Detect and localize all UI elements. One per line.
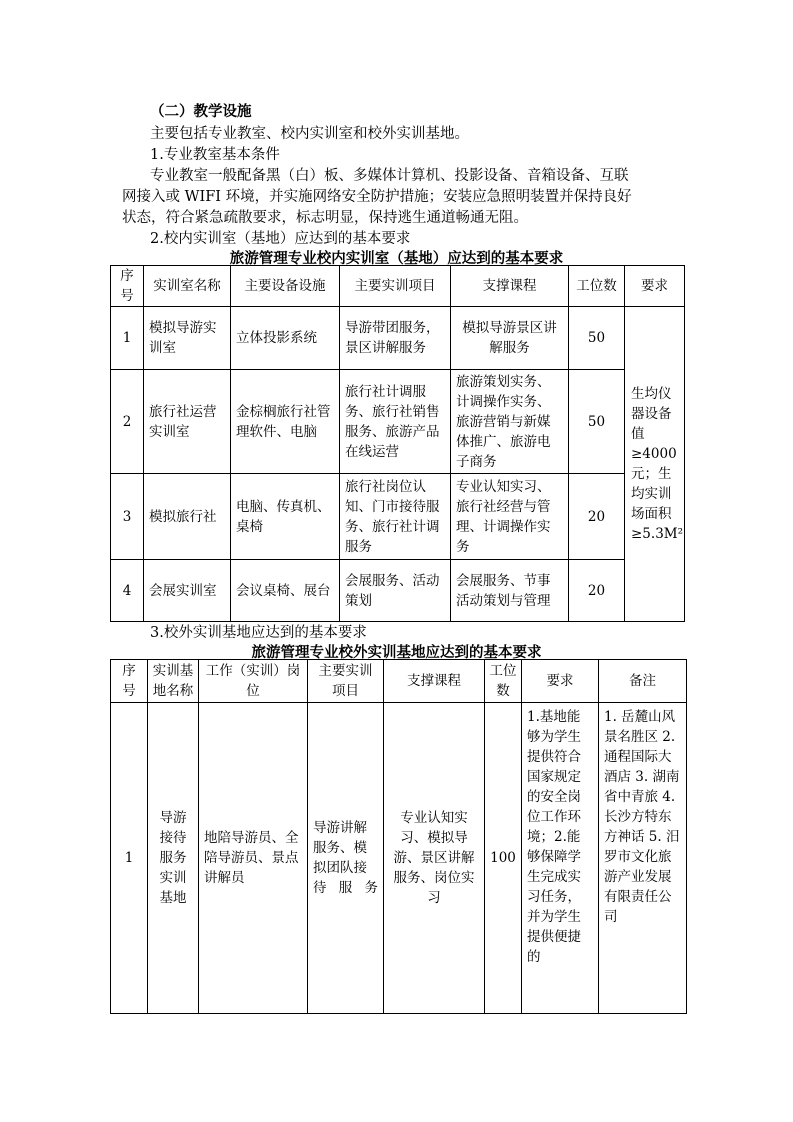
section-heading: （二）教学设施: [150, 103, 252, 120]
cell-room: 模拟导游实训室: [144, 307, 231, 370]
cell-no: 3: [111, 474, 144, 560]
table1: [110, 265, 685, 622]
cell-equipment: 会议桌椅、展台: [231, 560, 340, 622]
cell-course: 专业认知实习、旅行社经营与管理、计调操作实务: [451, 474, 569, 560]
header-cell: 备注: [599, 660, 687, 703]
subsection-title-2: 2.校内实训室（基地）应达到的基本要求: [150, 231, 411, 247]
header-cell: 要求: [625, 266, 685, 307]
cell-project: 导游带团服务，景区讲解服务: [340, 307, 451, 370]
table-row: [111, 307, 685, 370]
cell-no: 4: [111, 560, 144, 622]
cell-course: 旅游策划实务、计调操作实务、旅游营销与新媒体推广、旅游电子商务: [451, 370, 569, 474]
cell-project: 旅行社计调服务、旅行社销售服务、旅游产品在线运营: [340, 370, 451, 474]
header-cell: 主要设备设施: [231, 266, 340, 307]
table-row: [111, 703, 687, 1014]
header-cell: 主要实训项目: [308, 660, 384, 703]
cell-posts: 地陪导游员、全陪导游员、景点讲解员: [199, 703, 308, 1014]
cell-seats: 20: [569, 560, 625, 622]
table-row: [111, 560, 685, 622]
header-cell: 工位数: [485, 660, 522, 703]
cell-room: 旅行社运营实训室: [144, 370, 231, 474]
cell-room: 会展实训室: [144, 560, 231, 622]
cell-seats: 20: [569, 474, 625, 560]
cell-no: 1: [111, 307, 144, 370]
cell-equipment: 金棕榈旅行社管理软件、电脑: [231, 370, 340, 474]
table1-caption: 旅游管理专业校内实训室（基地）应达到的基本要求: [229, 251, 564, 267]
cell-requirement: 1.基地能够为学生提供符合国家规定的安全岗位工作环境；2.能够保障学生完成实习任务，并为学生提供便捷的: [522, 703, 599, 1014]
table-header-row: [111, 266, 685, 307]
cell-course: 专业认知实习、模拟导游、景区讲解服务、岗位实习: [384, 703, 485, 1014]
cell-course: 会展服务、节事活动策划与管理: [451, 560, 569, 622]
subsection-title-1: 1.专业教室基本条件: [150, 147, 280, 163]
cell-base-name: 导游接待服务实训基地: [148, 703, 199, 1014]
subsection-title-3: 3.校外实训基地应达到的基本要求: [150, 625, 367, 641]
header-cell: 实训室名称: [144, 266, 231, 307]
table2: [110, 659, 687, 1014]
header-cell: 序号: [111, 660, 148, 703]
cell-seats: 100: [485, 703, 522, 1014]
cell-project: 旅行社岗位认知、门市接待服务、旅行社计调服务: [340, 474, 451, 560]
cell-no: 2: [111, 370, 144, 474]
cell-note: 1. 岳麓山风景名胜区 2. 通程国际大酒店 3. 湖南省中青旅 4. 长沙方特东方神话 5. 汨罗市文化旅游产业发展有限责任公司: [599, 703, 687, 1014]
cell-equipment: 立体投影系统: [231, 307, 340, 370]
table2-caption: 旅游管理专业校外实训基地应达到的基本要求: [251, 645, 542, 661]
cell-no: 1: [111, 703, 148, 1014]
cell-seats: 50: [569, 307, 625, 370]
cell-requirement: 生均仪器设备值≥4000元；生均实训场面积≥5.3M²: [625, 307, 685, 622]
header-cell: 序号: [111, 266, 144, 307]
header-cell: 工位数: [569, 266, 625, 307]
cell-seats: 50: [569, 370, 625, 474]
cell-project: 导游讲解服务、模拟团队接待服务: [308, 703, 384, 1014]
paragraph-line: 专业教室一般配备黑（白）板、多媒体计算机、投影设备、音箱设备、互联: [150, 168, 629, 184]
header-cell: 主要实训项目: [340, 266, 451, 307]
table-row: [111, 370, 685, 474]
paragraph-line: 网接入或 WIFI 环境，并实施网络安全防护措施；安装应急照明装置并保持良好: [122, 189, 632, 205]
header-cell: 实训基地名称: [148, 660, 199, 703]
paragraph-line: 状态，符合紧急疏散要求，标志明显，保持逃生通道畅通无阻。: [122, 210, 528, 226]
header-cell: 支撑课程: [451, 266, 569, 307]
table-row: [111, 474, 685, 560]
cell-room: 模拟旅行社: [144, 474, 231, 560]
cell-equipment: 电脑、传真机、桌椅: [231, 474, 340, 560]
table-header-row: [111, 660, 687, 703]
cell-course: 模拟导游景区讲解服务: [451, 307, 569, 370]
header-cell: 要求: [522, 660, 599, 703]
header-cell: 支撑课程: [384, 660, 485, 703]
intro-text: 主要包括专业教室、校内实训室和校外实训基地。: [150, 126, 469, 142]
cell-project: 会展服务、活动策划: [340, 560, 451, 622]
header-cell: 工作（实训）岗位: [199, 660, 308, 703]
